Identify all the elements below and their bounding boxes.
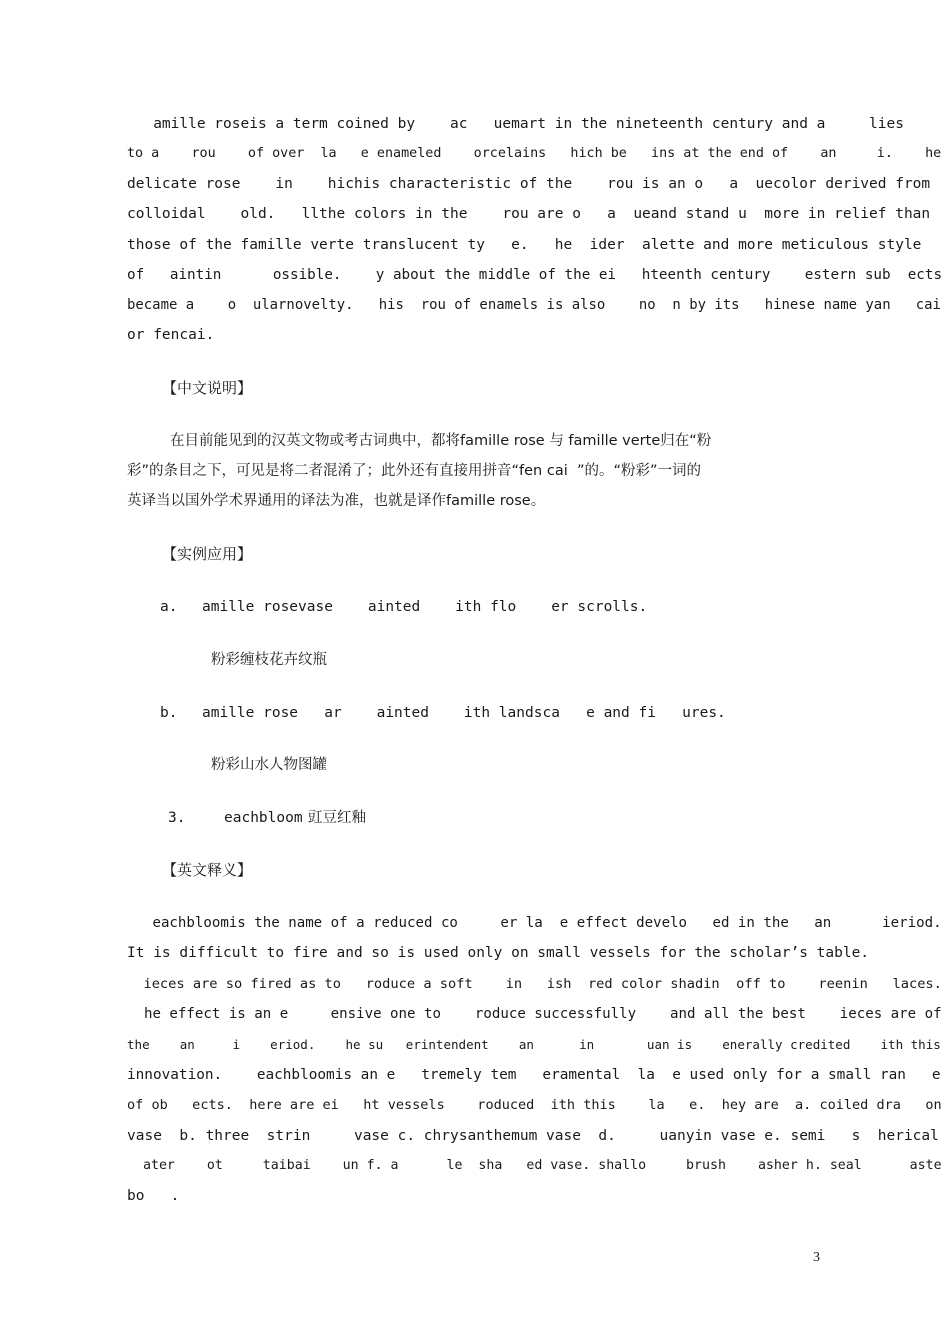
- text-line: 彩”的条目之下，可见是将二者混淆了；此外还有直接用拼音“fen cai ”的。“粉彩”一词的: [127, 463, 701, 479]
- text-line: innovation. eachbloomis an e tremely tem eramental la e used only for a small ran e: [127, 1067, 941, 1083]
- text-line: or fencai.: [127, 327, 215, 343]
- text-line: 英译当以国外学术界通用的译法为准，也就是译作famille rose。: [127, 493, 546, 509]
- text-line: he effect is an e ensive one to roduce successfully and all the best ieces are of: [127, 1006, 942, 1022]
- section-heading-english-definition: 【英文释义】: [162, 861, 253, 879]
- example-english: amille rose ar ainted ith landsca e and fi ures.: [202, 705, 726, 721]
- example-marker: a.: [160, 599, 178, 615]
- section-heading-examples: 【实例应用】: [162, 545, 253, 563]
- text-line: eachbloomis the name of a reduced co er la e effect develo ed in the an ieriod.: [127, 915, 942, 931]
- text-line: bo .: [127, 1188, 180, 1204]
- text-line: to a rou of over la e enameled orcelains hich be ins at the end of an i. he: [127, 146, 942, 161]
- text-line: the an i eriod. he su erintendent an in uan is enerally credited ith this: [127, 1037, 941, 1052]
- text-line: colloidal old. llthe colors in the rou are o a ueand stand u more in relief than: [127, 206, 931, 222]
- text-line: ieces are so fired as to roduce a soft in ish red color shadin off to reenin laces.: [127, 976, 942, 992]
- term-chinese: 豇豆红釉: [308, 810, 366, 826]
- example-marker: b.: [160, 705, 178, 721]
- text-line: ater ot taibai un f. a le sha ed vase. shallo brush asher h. seal aste: [127, 1158, 942, 1173]
- text-line: became a o ularnovelty. his rou of enamels is also no n by its hinese name yan cai: [127, 297, 941, 313]
- example-chinese: 粉彩缠枝花卉纹瓶: [211, 652, 327, 668]
- example-chinese: 粉彩山水人物图罐: [211, 757, 327, 773]
- text-line: of aintin ossible. y about the middle of the ei hteenth century estern sub ects: [127, 267, 943, 283]
- text-line: It is difficult to fire and so is used only on small vessels for the scholar’s table.: [127, 945, 870, 961]
- page-number: 3: [813, 1250, 820, 1265]
- term-english: eachbloom: [224, 810, 303, 826]
- term-number: 3.: [168, 810, 186, 826]
- example-english: amille rosevase ainted ith flo er scrolls.: [202, 599, 648, 615]
- text-line: amille roseis a term coined by ac uemart in the nineteenth century and a lies: [127, 116, 904, 132]
- text-line: delicate rose in hichis characteristic of the rou is an o a uecolor derived from: [127, 176, 931, 192]
- text-line: vase b. three strin vase c. chrysanthemum vase d. uanyin vase e. semi s herical: [127, 1128, 939, 1144]
- text-line: 在目前能见到的汉英文物或考古词典中，都将famille rose 与 famille verte归在“粉: [170, 433, 712, 449]
- section-heading-chinese-explanation: 【中文说明】: [162, 379, 253, 397]
- text-line: those of the famille verte translucent ty e. he ider alette and more meticulous style: [127, 237, 922, 253]
- text-line: of ob ects. here are ei ht vessels roduced ith this la e. hey are a. coiled dra on: [127, 1097, 942, 1113]
